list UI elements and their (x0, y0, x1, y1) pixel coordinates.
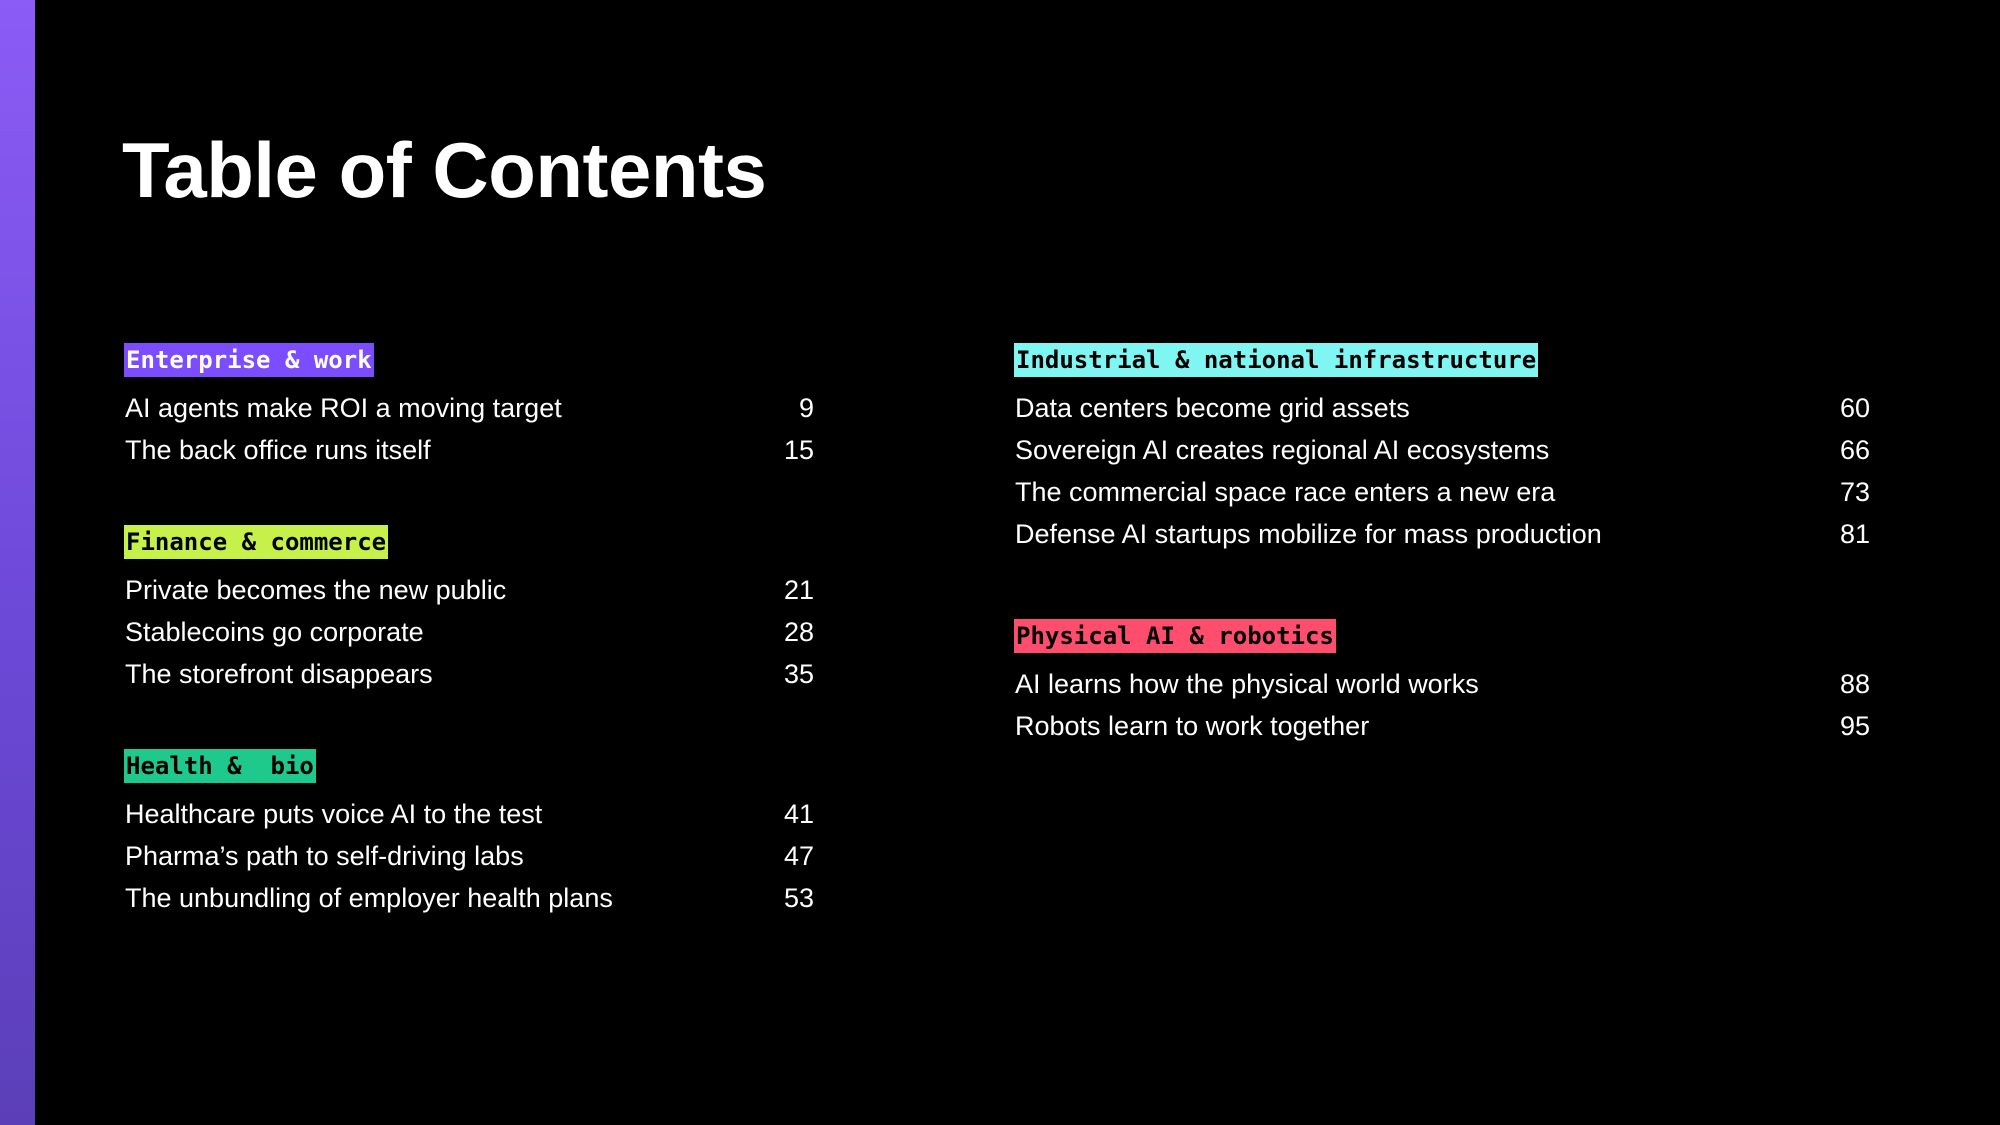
toc-entry[interactable] (125, 387, 814, 429)
toc-entry-page: 28 (783, 617, 814, 647)
toc-entry[interactable] (125, 793, 814, 835)
toc-entry-title: Sovereign AI creates regional AI ecosystems (1015, 435, 1550, 465)
section-label-finance: Finance & commerce (124, 525, 388, 559)
section-entries (124, 793, 814, 919)
toc-entry-page: 21 (783, 575, 814, 605)
toc-entry[interactable] (1015, 387, 1870, 429)
section-entries (1014, 663, 1870, 747)
section-health (124, 749, 814, 919)
toc-entry-page: 73 (1839, 477, 1870, 507)
section-label-health: Health & bio (124, 749, 316, 783)
section-physical (1014, 619, 1870, 747)
toc-entry[interactable] (1015, 705, 1870, 747)
toc-entry[interactable] (125, 835, 814, 877)
page-title: Table of Contents (122, 126, 767, 214)
section-label-industrial: Industrial & national infrastructure (1014, 343, 1538, 377)
toc-entry-title: Private becomes the new public (125, 575, 507, 605)
toc-right-column (1014, 343, 1870, 747)
section-label-enterprise: Enterprise & work (124, 343, 374, 377)
toc-left-column (124, 343, 814, 919)
toc-entry-title: The storefront disappears (125, 659, 433, 689)
section-entries (124, 569, 814, 695)
toc-entry[interactable] (125, 569, 814, 611)
toc-entry[interactable] (125, 653, 814, 695)
toc-entry[interactable] (125, 877, 814, 919)
toc-entry-title: Stablecoins go corporate (125, 617, 424, 647)
section-entries (1014, 387, 1870, 555)
toc-entry[interactable] (1015, 513, 1870, 555)
toc-entry-title: AI agents make ROI a moving target (125, 393, 562, 423)
toc-entry-page: 95 (1839, 711, 1870, 741)
toc-entry-page: 41 (783, 799, 814, 829)
toc-entry-page: 53 (783, 883, 814, 913)
section-label-physical: Physical AI & robotics (1014, 619, 1336, 653)
toc-entry-page: 66 (1839, 435, 1870, 465)
accent-bar (0, 0, 35, 1125)
toc-entry-page: 35 (783, 659, 814, 689)
toc-entry-title: The commercial space race enters a new era (1015, 477, 1556, 507)
toc-entry-page: 60 (1839, 393, 1870, 423)
toc-entry-page: 9 (798, 393, 814, 423)
toc-entry-title: Healthcare puts voice AI to the test (125, 799, 543, 829)
toc-entry-title: Robots learn to work together (1015, 711, 1370, 741)
toc-entry-page: 88 (1839, 669, 1870, 699)
toc-entry-title: Data centers become grid assets (1015, 393, 1410, 423)
toc-entry-page: 81 (1839, 519, 1870, 549)
section-enterprise (124, 343, 814, 471)
toc-entry-title: Pharma’s path to self-driving labs (125, 841, 524, 871)
toc-entry[interactable] (125, 611, 814, 653)
toc-entry-title: Defense AI startups mobilize for mass production (1015, 519, 1602, 549)
toc-entry-title: The unbundling of employer health plans (125, 883, 613, 913)
section-entries (124, 387, 814, 471)
toc-entry[interactable] (1015, 429, 1870, 471)
section-industrial (1014, 343, 1870, 555)
toc-entry-title: AI learns how the physical world works (1015, 669, 1479, 699)
section-finance (124, 525, 814, 695)
toc-entry-page: 47 (783, 841, 814, 871)
toc-entry-page: 15 (783, 435, 814, 465)
toc-entry[interactable] (1015, 471, 1870, 513)
toc-entry-title: The back office runs itself (125, 435, 431, 465)
toc-entry[interactable] (1015, 663, 1870, 705)
toc-entry[interactable] (125, 429, 814, 471)
